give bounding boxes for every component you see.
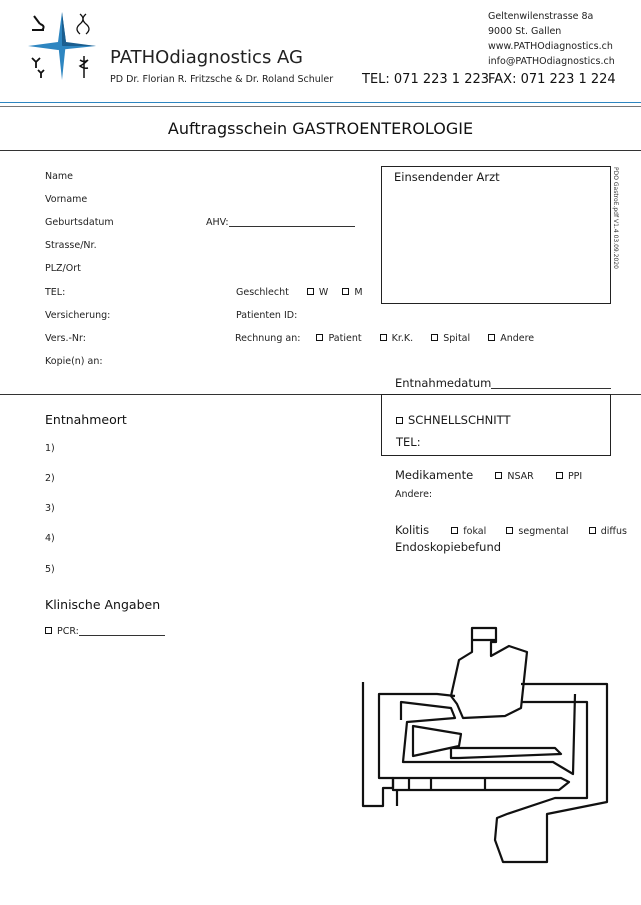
label-versicherung: Versicherung: (45, 310, 111, 321)
checkbox-spital[interactable] (431, 334, 438, 341)
address-street: Geltenwilenstrasse 8a (488, 11, 594, 22)
pcr-field[interactable] (45, 626, 165, 637)
duodenum-shape (413, 726, 461, 756)
company-name: PATHOdiagnostics AG (110, 47, 303, 68)
checkbox-nsar[interactable] (495, 472, 502, 479)
entnahmeort-heading: Entnahmeort (45, 412, 127, 427)
form-title: Auftragsschein GASTROENTEROLOGIE (167, 119, 474, 138)
doctors-line: PD Dr. Florian R. Fritzsche & Dr. Roland Schuler (110, 74, 334, 85)
entnahmeort-item-1[interactable]: 1) (45, 443, 55, 454)
label-strasse: Strasse/Nr. (45, 240, 97, 251)
label-geburtsdatum: Geburtsdatum (45, 217, 114, 228)
small-bowel (451, 748, 561, 758)
label-pcr: PCR: (57, 626, 79, 637)
einsendender-arzt-label: Einsendender Arzt (394, 170, 500, 184)
colon-outer-right (495, 684, 607, 862)
kolitis-row (395, 519, 627, 538)
label-vorname: Vorname (45, 194, 88, 205)
medikamente-label: Medikamente (395, 468, 474, 482)
label-rechnung-spital: Spital (443, 333, 471, 344)
checkbox-krk[interactable] (380, 334, 387, 341)
label-tel: TEL: (45, 287, 66, 298)
label-segmental: segmental (518, 526, 569, 537)
ahv-input-line[interactable] (229, 217, 355, 227)
phone-number: TEL: 071 223 1 223 (362, 72, 490, 87)
label-kopie: Kopie(n) an: (45, 356, 103, 367)
medikamente-row (395, 464, 582, 483)
rectum-shape (393, 778, 569, 790)
label-rechnung-andere: Andere (500, 333, 535, 344)
geschlecht-group (236, 287, 363, 298)
kolitis-label: Kolitis (395, 523, 430, 537)
checkbox-m[interactable] (342, 288, 349, 295)
checkbox-andere[interactable] (488, 334, 495, 341)
address-city: 9000 St. Gallen (488, 26, 562, 37)
address-web[interactable]: www.PATHOdiagnostics.ch (488, 41, 613, 52)
label-name: Name (45, 171, 74, 182)
rechnung-group (235, 333, 534, 344)
schnellschnitt-tel: TEL: (396, 435, 421, 449)
label-diffus: diffus (600, 526, 627, 537)
entnahmeort-item-5[interactable]: 5) (45, 564, 55, 575)
schnellschnitt-label: SCHNELLSCHNITT (408, 413, 511, 427)
label-rechnung: Rechnung an: (235, 333, 301, 344)
label-patienten-id: Patienten ID: (236, 310, 298, 321)
entnahmedatum-field[interactable] (395, 376, 611, 390)
section-rule-right (611, 394, 641, 395)
label-ppi: PPI (567, 471, 583, 482)
gi-tract-diagram (355, 622, 615, 870)
label-rechnung-patient: Patient (328, 333, 362, 344)
label-ahv: AHV: (206, 217, 229, 228)
label-m: M (354, 287, 363, 298)
esophagus-shape (451, 628, 527, 718)
entnahmedatum-label: Entnahmedatum (395, 376, 492, 390)
endoskopiebefund-label: Endoskopiebefund (395, 540, 502, 554)
schnellschnitt-row (396, 413, 510, 427)
entnahmeort-item-4[interactable]: 4) (45, 533, 55, 544)
section-rule (0, 394, 381, 395)
schnellschnitt-box[interactable] (381, 394, 611, 456)
checkbox-patient[interactable] (316, 334, 323, 341)
checkbox-diffus[interactable] (589, 527, 596, 534)
title-rule (0, 150, 641, 151)
address-block (488, 9, 615, 69)
ahv-field[interactable] (206, 217, 355, 228)
entnahmeort-item-3[interactable]: 3) (45, 503, 55, 514)
label-nsar: NSAR (507, 471, 534, 482)
header-rule-top (0, 102, 641, 103)
einsendender-arzt-box[interactable] (381, 166, 611, 304)
checkbox-w[interactable] (307, 288, 314, 295)
label-plz: PLZ/Ort (45, 263, 81, 274)
label-fokal: fokal (463, 526, 487, 537)
fax-number: FAX: 071 223 1 224 (488, 72, 616, 87)
side-code: PDO GastroE.pdf V1.4 03.09.2020 (612, 167, 619, 269)
klinische-heading: Klinische Angaben (45, 597, 161, 612)
checkbox-fokal[interactable] (451, 527, 458, 534)
medikamente-andere[interactable]: Andere: (395, 489, 433, 500)
checkbox-schnellschnitt[interactable] (396, 417, 403, 424)
logo (24, 10, 100, 82)
entnahmeort-item-2[interactable]: 2) (45, 473, 55, 484)
pcr-input-line[interactable] (79, 626, 165, 636)
checkbox-ppi[interactable] (556, 472, 563, 479)
label-rechnung-krk: Kr.K. (391, 333, 414, 344)
entnahmedatum-line[interactable] (491, 377, 611, 389)
address-email[interactable]: info@PATHOdiagnostics.ch (488, 56, 615, 67)
checkbox-segmental[interactable] (506, 527, 513, 534)
checkbox-pcr[interactable] (45, 627, 52, 634)
colon-inner (401, 694, 575, 774)
label-geschlecht: Geschlecht (236, 287, 289, 298)
label-w: W (318, 287, 329, 298)
header-rule-bottom (0, 106, 641, 107)
label-versnr: Vers.-Nr: (45, 333, 86, 344)
